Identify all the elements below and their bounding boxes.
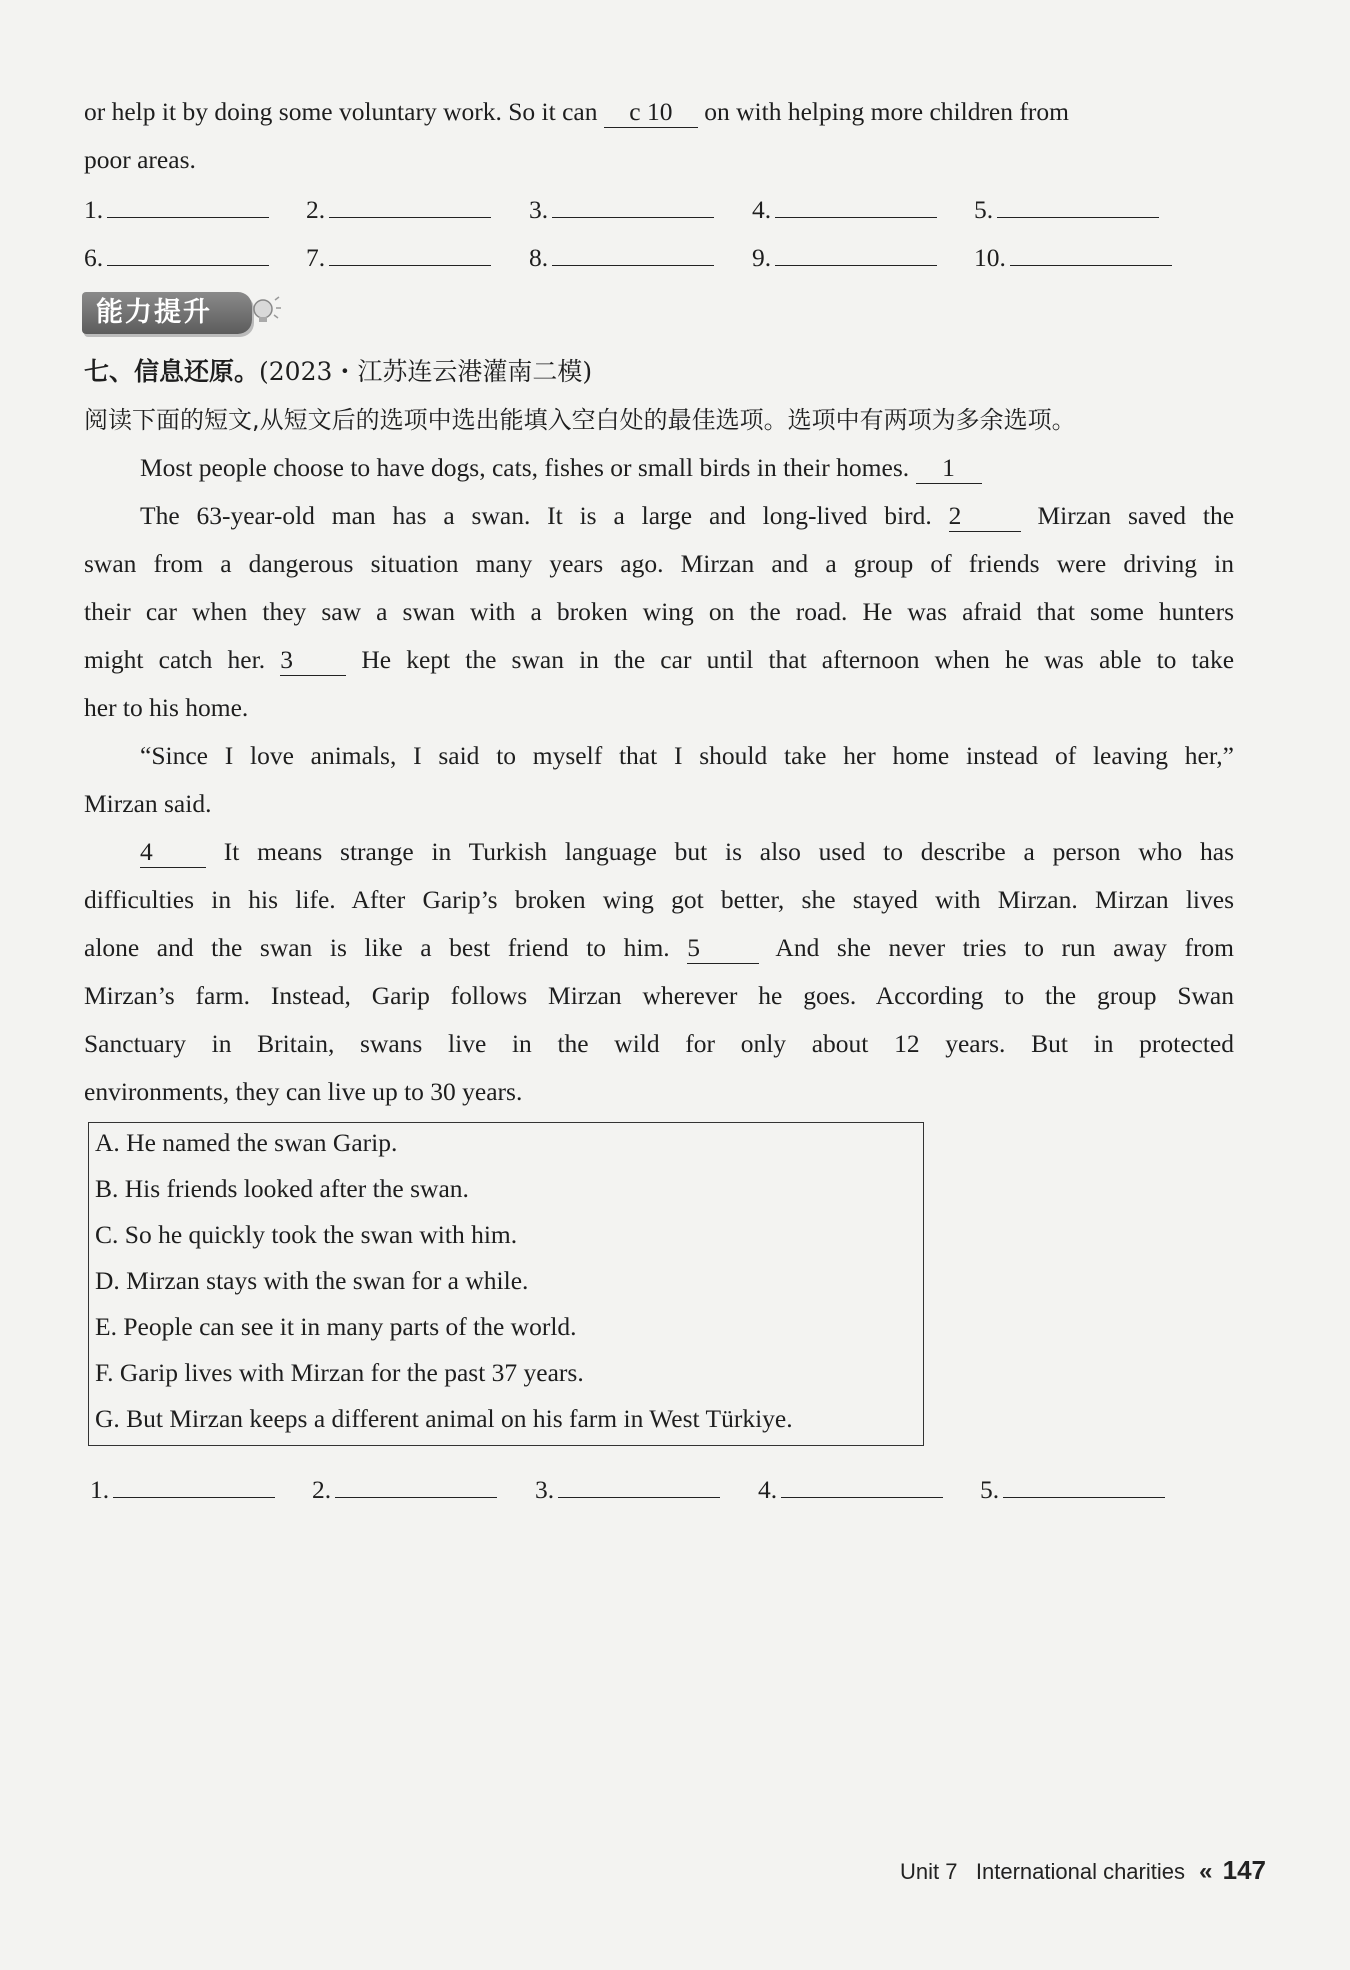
passage-text: He kept the swan in the car until that afternoon when he was able to take <box>361 645 1235 674</box>
section-banner <box>82 290 287 340</box>
instruction-text: 阅读下面的短文,从短文后的选项中选出能填入空白处的最佳选项。选项中有两项为多余选项。 <box>84 406 1076 434</box>
answer-number: 5. <box>980 1475 1000 1504</box>
answer-number: 4. <box>752 195 772 224</box>
answer-slot[interactable] <box>974 238 1172 278</box>
passage-text: or help it by doing some voluntary work. So it can <box>84 97 604 126</box>
passage-text: Most people choose to have dogs, cats, fishes or small birds in their homes. <box>140 453 910 482</box>
answer-slot[interactable] <box>980 1470 1165 1510</box>
answer-blank[interactable]: 1 <box>916 453 982 484</box>
answer-line[interactable] <box>335 1471 497 1498</box>
passage-text: And she never tries to run away from <box>775 933 1235 962</box>
answer-number: 4. <box>758 1475 778 1504</box>
option-item: D. Mirzan stays with the swan for a while. <box>95 1266 529 1295</box>
answer-number: 1. <box>84 195 104 224</box>
answer-slot[interactable] <box>974 190 1159 230</box>
answer-number: 2. <box>312 1475 332 1504</box>
answer-number: 2. <box>306 195 326 224</box>
answer-line[interactable] <box>552 191 714 218</box>
answer-blank[interactable]: 5 <box>687 933 759 964</box>
passage-line <box>140 444 1234 492</box>
answer-slot[interactable] <box>752 238 937 278</box>
answer-slot[interactable] <box>752 190 937 230</box>
answer-slot[interactable] <box>306 238 491 278</box>
answer-line[interactable] <box>775 239 937 266</box>
option-item: G. But Mirzan keeps a different animal on his farm in West Türkiye. <box>95 1404 793 1433</box>
passage-line: swan from a dangerous situation many years ago. Mirzan and a group of friends were driving in <box>84 549 1234 578</box>
passage-text: alone and the swan is like a best friend to him. <box>84 933 670 962</box>
answer-slot[interactable] <box>84 238 269 278</box>
passage-line: poor areas. <box>84 145 196 174</box>
answer-number: 7. <box>306 243 326 272</box>
answer-number: 5. <box>974 195 994 224</box>
option-item: A. He named the swan Garip. <box>95 1128 398 1157</box>
passage-line: environments, they can live up to 30 years. <box>84 1077 523 1106</box>
banner-label: 能力提升 <box>96 297 212 328</box>
answer-line[interactable] <box>107 191 269 218</box>
passage-line <box>84 636 1234 684</box>
option-item: E. People can see it in many parts of the world. <box>95 1312 577 1341</box>
answer-line[interactable] <box>107 239 269 266</box>
passage-line: Sanctuary in Britain, swans live in the wild for only about 12 years. But in protected <box>84 1029 1234 1058</box>
answer-blank[interactable]: 3 <box>280 645 346 676</box>
answer-line[interactable] <box>775 191 937 218</box>
answer-number: 10. <box>974 243 1006 272</box>
answer-slot[interactable] <box>758 1470 943 1510</box>
footer-title: International charities <box>975 1859 1185 1884</box>
passage-line: Mirzan said. <box>84 789 212 818</box>
passage-line <box>84 924 1234 972</box>
answer-line[interactable] <box>552 239 714 266</box>
answer-line[interactable] <box>329 239 491 266</box>
option-item: F. Garip lives with Mirzan for the past 37 years. <box>95 1358 584 1387</box>
footer-unit: Unit 7 <box>900 1859 958 1884</box>
passage-text: might catch her. <box>84 645 266 674</box>
option-item: C. So he quickly took the swan with him. <box>95 1220 518 1249</box>
question-heading <box>84 352 592 393</box>
answer-slot[interactable] <box>306 190 491 230</box>
answer-number: 8. <box>529 243 549 272</box>
passage-line: their car when they saw a swan with a broken wing on the road. He was afraid that some hunters <box>84 597 1234 626</box>
answer-line[interactable] <box>781 1471 943 1498</box>
option-item: B. His friends looked after the swan. <box>95 1174 469 1203</box>
answer-line[interactable] <box>558 1471 720 1498</box>
answer-slot[interactable] <box>90 1470 275 1510</box>
page-number: 147 <box>1222 1855 1266 1885</box>
answer-blank[interactable]: 2 <box>949 501 1021 532</box>
answer-line[interactable] <box>997 191 1159 218</box>
answer-blank[interactable]: 4 <box>140 837 206 868</box>
page-footer <box>900 1850 1266 1892</box>
passage-line: her to his home. <box>84 693 249 722</box>
answer-blank[interactable]: c 10 <box>604 97 698 128</box>
answer-slot[interactable] <box>529 238 714 278</box>
answer-slot[interactable] <box>529 190 714 230</box>
question-source: (2023・江苏连云港灌南二模) <box>259 357 593 386</box>
answer-number: 9. <box>752 243 772 272</box>
answer-slot[interactable] <box>535 1470 720 1510</box>
question-number: 七、信息还原。 <box>84 357 260 386</box>
answer-number: 1. <box>90 1475 110 1504</box>
passage-line: Mirzan’s farm. Instead, Garip follows Mirzan wherever he goes. According to the group Swan <box>84 981 1234 1010</box>
options-box <box>88 1122 924 1446</box>
answer-number: 6. <box>84 243 104 272</box>
passage-line <box>84 88 1234 136</box>
lightbulb-icon <box>248 294 282 328</box>
passage-text: on with helping more children from <box>697 97 1069 126</box>
answer-line[interactable] <box>113 1471 275 1498</box>
answer-line[interactable] <box>329 191 491 218</box>
chevron-left-icon: « <box>1199 1858 1213 1885</box>
passage-line <box>140 828 1234 876</box>
answer-slot[interactable] <box>312 1470 497 1510</box>
passage-text: Mirzan saved the <box>1037 501 1235 530</box>
passage-text: It means strange in Turkish language but is also used to describe a person who has <box>223 837 1235 866</box>
answer-number: 3. <box>535 1475 555 1504</box>
passage-text: The 63-year-old man has a swan. It is a large and long-lived bird. <box>140 501 932 530</box>
passage-line: “Since I love animals, I said to myself that I should take her home instead of leaving her,” <box>140 741 1234 770</box>
answer-number: 3. <box>529 195 549 224</box>
answer-line[interactable] <box>1010 239 1172 266</box>
passage-line: difficulties in his life. After Garip’s broken wing got better, she stayed with Mirzan. Mirzan lives <box>84 885 1234 914</box>
passage-line <box>140 492 1234 540</box>
answer-slot[interactable] <box>84 190 269 230</box>
answer-line[interactable] <box>1003 1471 1165 1498</box>
